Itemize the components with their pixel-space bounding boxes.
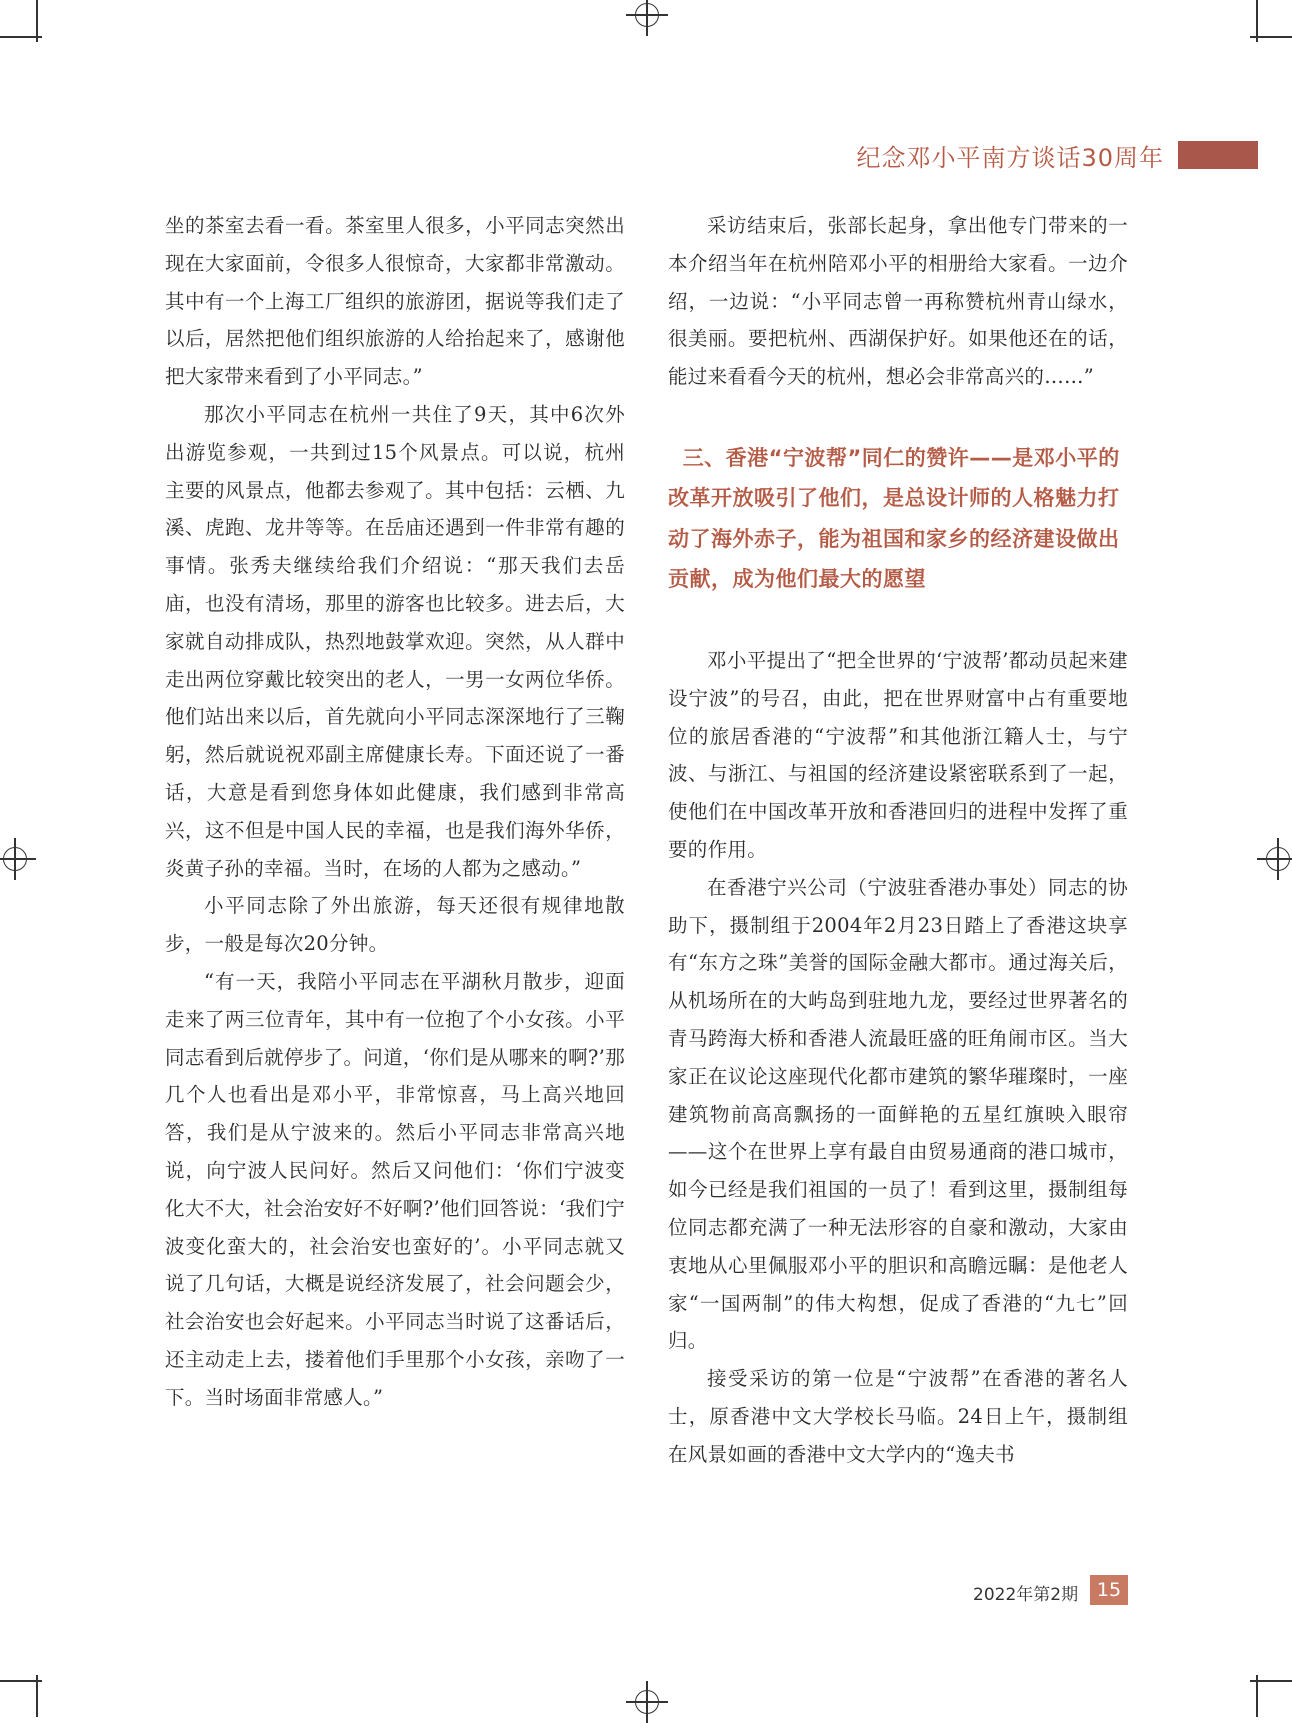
issue-label: 2022年第2期: [973, 1585, 1079, 1605]
running-header-title: 纪念邓小平南方谈话30周年: [856, 144, 1164, 172]
paragraph: 邓小平提出了“把全世界的‘宁波帮’都动员起来建设宁波”的号召，由此，把在世界财富中占有重要地位的旅居香港的“宁波帮”和其他浙江籍人士，与宁波、与浙江、与祖国的经济建设紧密联系到了一起，使他们在中国改革开放和香港回归的进程中发挥了重要的作用。: [668, 648, 1128, 861]
registration-mark-icon: [3, 847, 27, 871]
paragraph: 坐的茶室去看一看。茶室里人很多，小平同志突然出现在大家面前，令很多人很惊奇，大家都非常激动。其中有一个上海工厂组织的旅游团，据说等我们走了以后，居然把他们组织旅游的人给抬起来了，感谢他把大家带来看到了小平同志。”: [165, 214, 625, 389]
paragraph: 那次小平同志在杭州一共住了9天，其中6次外出游览参观，一共到过15个风景点。可以说，杭州主要的风景点，他都去参观了。其中包括：云栖、九溪、虎跑、龙井等等。在岳庙还遇到一件非常有趣的事情。张秀夫继续给我们介绍说：“那天我们去岳庙，也没有清场，那里的游客也比较多。进去后，大家就自动排成队，热烈地鼓掌欢迎。突然，从人群中走出两位穿戴比较突出的老人，一男一女两位华侨。他们站出来以后，首先就向小平同志深深地行了三鞠躬，然后就说祝邓副主席健康长寿。下面还说了一番话，大意是看到您身体如此健康，我们感到非常高兴，这不但是中国人民的幸福，也是我们海外华侨，炎黄子孙的幸福。当时，在场的人都为之感动。”: [165, 402, 625, 880]
crop-mark: [1250, 1680, 1292, 1682]
crop-mark: [1250, 36, 1292, 38]
paragraph: 接受采访的第一位是“宁波帮”在香港的著名人士，原香港中文大学校长马临。24日上午，摄制组在风景如画的香港中文大学内的“逸夫书: [668, 1367, 1128, 1466]
page-number-badge: 15: [1090, 1575, 1128, 1605]
paragraph: 在香港宁兴公司（宁波驻香港办事处）同志的协助下，摄制组于2004年2月23日踏上了香港这块享有“东方之珠”美誉的国际金融大都市。通过海关后，从机场所在的大屿岛到驻地九龙，要经过世界著名的青马跨海大桥和香港人流最旺盛的旺角闹市区。当大家正在议论这座现代化都市建筑的繁华璀璨时，一座建筑物前高高飘扬的一面鲜艳的五星红旗映入眼帘——这个在世界上享有最自由贸易通商的港口城市，如今已经是我们祖国的一员了！看到这里，摄制组每位同志都充满了一种无法形容的自豪和激动，大家由衷地从心里佩服邓小平的胆识和高瞻远瞩：是他老人家“一国两制”的伟大构想，促成了香港的“九七”回归。: [668, 875, 1128, 1353]
paragraph: 小平同志除了外出旅游，每天还很有规律地散步，一般是每次20分钟。: [165, 894, 625, 956]
section-heading: 三、香港“宁波帮”同仁的赞许——是邓小平的改革开放吸引了他们，是总设计师的人格魅力打动了海外赤子，能为祖国和家乡的经济建设做出贡献，成为他们最大的愿望: [668, 445, 1120, 592]
crop-mark: [0, 1680, 42, 1682]
registration-mark-icon: [635, 3, 659, 27]
paragraph: “有一天，我陪小平同志在平湖秋月散步，迎面走来了两三位青年，其中有一位抱了个小女孩。小平同志看到后就停步了。问道，‘你们是从哪来的啊?’那几个人也看出是邓小平，非常惊喜，马上高兴地回答，我们是从宁波来的。然后小平同志非常高兴地说，向宁波人民问好。然后又问他们：‘你们宁波变化大不大，社会治安好不好啊?’他们回答说：‘我们宁波变化蛮大的，社会治安也蛮好的’。小平同志就又说了几句话，大概是说经济发展了，社会问题会少，社会治安也会好起来。小平同志当时说了这番话后，还主动走上去，搂着他们手里那个小女孩，亲吻了一下。当时场面非常感人。”: [165, 969, 625, 1409]
header-color-bar: [1178, 141, 1258, 169]
left-column: [165, 207, 625, 1417]
paragraph: 采访结束后，张部长起身，拿出他专门带来的一本介绍当年在杭州陪邓小平的相册给大家看。一边介绍，一边说：“小平同志曾一再称赞杭州青山绿水，很美丽。要把杭州、西湖保护好。如果他还在的话，能过来看看今天的杭州，想必会非常高兴的……”: [668, 214, 1128, 389]
registration-mark-icon: [1266, 847, 1290, 871]
registration-mark-icon: [635, 1690, 659, 1714]
crop-mark: [0, 36, 42, 38]
right-column: [668, 207, 1128, 1474]
